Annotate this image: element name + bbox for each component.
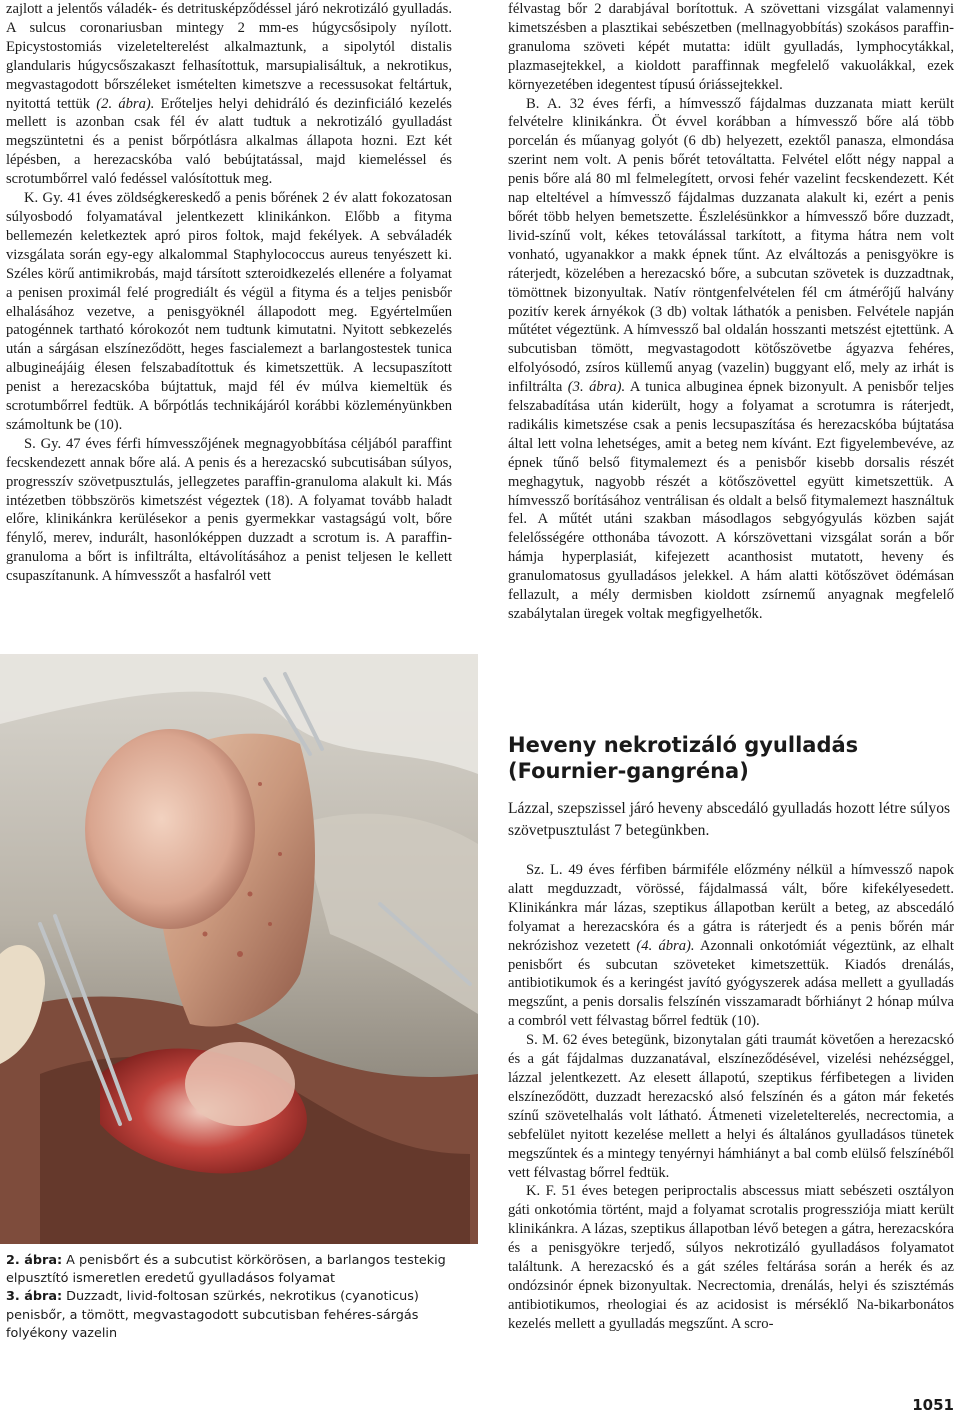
section-lead: Lázzal, szepszissel járó heveny abscedáló gyulladás hozott létre súlyos szövetpusztulást 7 betegünkben. <box>508 800 951 839</box>
clinical-photograph <box>0 654 478 1244</box>
left-text-column <box>6 0 452 586</box>
right-paragraph-1: félvastag bőr 2 darabjával borítottuk. A szövettani vizsgálat valamennyi kimetszésben a plasztikai sebészetben (mellnagyobbítás) szokásos paraffin-granuloma szöveti képét mutatta: idült gyulladás, lymphocytákkal, plazmasejtekkel, a kioldott paraffinnak megfelelő vakuolákkal, ezek környezetében idegentest típusú óriássejtekkel. <box>508 1 954 93</box>
right-text-column <box>508 0 954 624</box>
left-paragraph-3: S. Gy. 47 éves férfi hímvesszőjének megnagyobbítása céljából paraffint fecskendezett annak bőre alá. A penis és a herezacskó subcutisában súlyos, progresszív szövetpusztulás, jellegzetes paraffin-granuloma alakult ki. Más intézetben többszörös kimetszést végeztek (18). A folyamat tovább haladt előre, klinikánkra kerülésekor a penis gyermekkar vastagságú volt, bőre fénylő, merev, indurált, hasonlóképpen duzzadt a scrotum is. A paraffin-granuloma a bőrt is infiltrálta, eltávolításához a penist teljesen le kellett csupaszítanunk. A hímvesszőt a hasfalról vett <box>6 435 452 585</box>
page-number: 1051 <box>912 1396 954 1414</box>
caption-figure-2: 2. ábra: A penisbőrt és a subcutist körkörösen, a barlangos testekig elpusztító ismeretlen eredetű gyulladásos folyamat <box>6 1253 446 1287</box>
section-paragraph-1: Sz. L. 49 éves férfiben bármiféle előzmény nélkül a hímvessző napok alatt megduzzadt, vörössé, fájdalmassá vált, bőre kifekélyesedett. Klinikánkra már lázas, szeptikus állapotban került a beteg, az abscedáló folyamat a herezacskóra és a gátra is ráterjedt és a penis bőrén már nekrózishoz vezetett (4. ábra). Azonnali onkotómiát végeztünk, az elhalt penisbőrt és subcutan szöveteket kimetszettük. Kiadós drenálás, antibiotikumok és a keringést javító gyógyszerek adása mellett a gyulladás megszűnt, a penis dorsalis felszínén visszamaradt bőrhiányt 2 hónap múlva a combról vett félvastag bőrrel fedtük (10). <box>508 862 954 1030</box>
photo-illustration <box>0 654 478 1244</box>
figure-reference: (4. ábra). <box>636 937 695 954</box>
figure-captions <box>6 1252 476 1343</box>
left-paragraph-2: K. Gy. 41 éves zöldségkereskedő a penis bőrének 2 év alatt fokozatosan súlyosbodó folyamatával jelentkezett klinikánkon. Előbb a fityma bellemezén keletkeztek apró piros foltok, majd fekélyek. A sebváladék vizsgálata során egy-egy alkalommal Staphylococcus aureus tenyészett ki. Széles körű antimikrobás, majd társított szteroidkezelés ellenére a folyamat a penisen proximál felé progrediált és végül a fityma és a teljes penisbőr elhalásához vezetve, a penisgyöknél állapodott meg. Egyértelműen patogénnek tartható kórokozót nem tudtunk kimutatni. Nyitott sebkezelés után a sárgásan elszíneződött, heges fascialemezt a barlangostestek tunica albugineájáig élesen felszabadítottuk és kimetszettük. A lecsupaszított penist a herezacskóba bújtattuk, majd fél év múlva kiemeltük és scrotumbőrrel fedtük. A bőrpótlás technikájáról korábbi közleményünkben számoltunk be (10). <box>6 190 452 433</box>
section-body <box>508 861 954 1334</box>
glans <box>85 729 255 929</box>
section-heading: Heveny nekrotizáló gyulladás (Fournier-gangréna) <box>508 733 859 783</box>
figure-reference: (3. ábra). <box>567 379 626 396</box>
figure-reference: (2. ábra). <box>96 95 155 112</box>
section-paragraph-3: K. F. 51 éves betegen periproctalis abscessus miatt sebészeti osztályon gáti onkotómia történt, majd a folyamat scrotalis progressziója miatt került klinikánkra. A lázas, szeptikus állapotban lévő betegen a gátra, herezacskóra és a penisgyökre terjedő, súlyos nekrotizáló gyulladásos folyamatot találtunk. A herezacskó és a gát széles feltárása során a herék és az ondózsinór épnek bizonyultak. Necrectomia, drenálás, helyi és szisztémás antibiotikumos, rheologiai és az acidosist is mérséklő Na-bikarbonátos kezelés mellett a gyulladás megszűnt. A scro- <box>508 1183 954 1332</box>
left-paragraph-1: zajlott a jelentős váladék- és detritusképződéssel járó nekrotizáló gyulladás. A sulcus coronariusban mintegy 2 mm-es húgycsősipoly nyílott. Epicystostomiás vizeletelterelést alkalmaztunk, a sipolytól distalis glandularis húgycsőszakaszt felhasítottuk, marsupialisáltuk, a nekrotikus, megvastagodott bőrszéleket ismételten kimetszve a recessusokat feltártuk, nyitottá tettük (2. ábra). Erőteljes helyi dehidráló és dezinficiáló kezelés mellett is azonban csak fél év alatt tudtuk a nekrotizáló gyulladást megszüntetni és a penist bőrpótlásra alkalmas állapota hozni. Ezt két lépésben, a herezacskóba való bebújtatással, majd kiemeléssel és scrotumbőrrel való fedéssel valósítottuk meg. <box>6 1 452 188</box>
section-paragraph-2: S. M. 62 éves betegünk, bizonytalan gáti traumát követően a herezacskó és a gát fájdalmas duzzanatával, elszíneződésével, vizelési nehézséggel, lázzal jelentkezett. Az elesett állapotú, szeptikus férfibetegen a lividen elszíneződött, duzzadt herezacskó alsó felszínén és a gáton már feketés színű szövetelhalás volt látható. Átmeneti vizeletelterelés, necrectomia, a sebfelület nyitott kezelése mellett a helyi és általános gyulladásos tünetek megszűntek és a mintegy tenyérnyi hámhiányt a bal comb elülső felszínéből vett félvastag bőrrel fedtük. <box>508 1032 954 1181</box>
right-paragraph-2: B. A. 32 éves férfi, a hímvessző fájdalmas duzzanata miatt került felvételre klinikánkra. Öt évvel korábban a hímvessző bőre alá több porcelán és műanyag golyót (6 db) helyezett, ezektől panasza, elmondása szerint nem volt. A penis bőrét tetováltatta. Felvétel előtt négy nappal a penis bőre alá 80 ml felmelegített, orvosi fehér vazelint fecskendezett. Két nap elteltével a hímvessző fájdalmas duzzanata alakult ki, ezért a penis bőrét több helyen bemetszette. Észlelésünkkor a hímvessző bőre duzzadt, livid-színű volt, kékes tetoválással tarkított, a fityma hátra nem volt vonható, ugyanakkor a makk épnek tűnt. Az elváltozás a penisgyökre is ráterjedt, közelében a herezacskó bőre, a subcutan szövetek is duzzadtnak, tömöttnek bizonyultak. Natív röntgenfelvételen fél cm átmérőjű halvány pozitív kerek árnyékok (3 db) voltak láthatók a penisben. Felvétele napján műtétet végeztünk. A hímvessző bal oldalán hosszanti metszést ejtettünk. A subcutisban tömött, megvastagodott kötőszövetbe ágyazva fehéres, elfolyósodó, zsíros küllemű anyag (vazelin) buggyant elő, mely az irhát is infiltrálta (3. ábra). A tunica albuginea épnek bizonyult. A penisbőr teljes felszabadítása után kiderült, hogy a folyamat a scrotumra is ráterjedt, radikális kimetszése csak a penis lecsupaszítása és herezacskóba bújtatása által lett volna lehetséges, amit a beteg nem kívánt. Ezt figyelembevéve, az épnek tűnő belső fitymalemezt és a penisbőr kisebb dorsalis részét meghagytuk, nagyobb részét a kötőszövettel együtt kimetszettük. A hímvessző borításához ventrálisan és oldalt a belső fitymalemezt használtuk fel. A műtét utáni szakban másodlagos sebgyógyulás közben saját felelősségére otthonába távozott. A kórszövettani vizsgálat során a bőr hámja hyperplasiát, kifejezett acanthosist mutatott, heveny és granulomatosus gyulladásos jelekkel. A hám alatti kötőszövet ödémásan fellazult, a mély dermisben kioldott zsírnemű anyagnak megfelelő szabálytalan üregek voltak megfigyelhetők. <box>508 95 954 622</box>
caption-figure-3: 3. ábra: Duzzadt, livid-foltosan szürkés, nekrotikus (cyanoticus) penisbőr, a tömött, megvastagodott subcutisban fehéres-sárgás folyékony vazelin <box>6 1289 419 1341</box>
